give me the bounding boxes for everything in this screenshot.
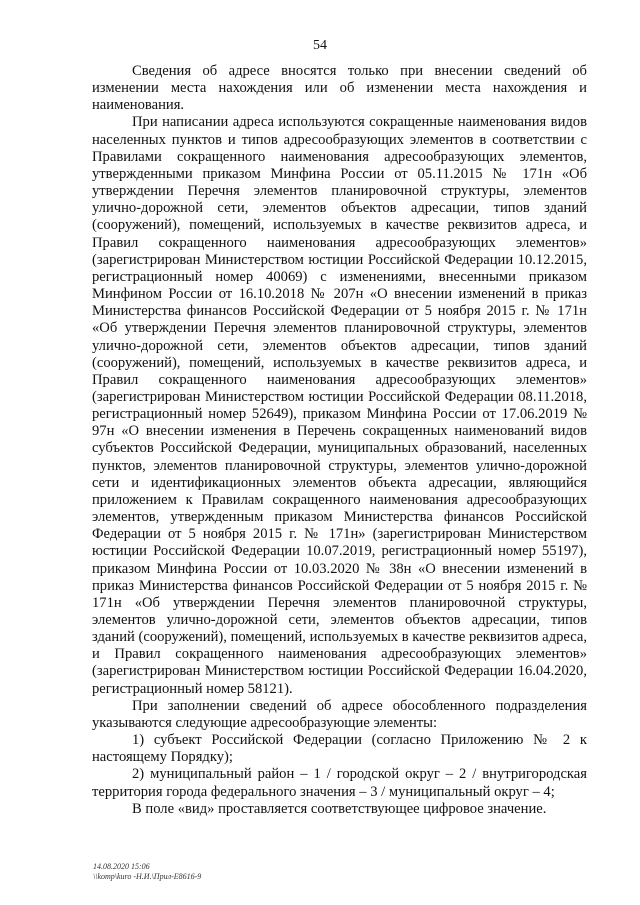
paragraph-branch-address: При заполнении сведений об адресе обособленного подразделения указываются следующие адресообразующие элементы: — [92, 697, 587, 731]
footer-file-path: \\komp\kuro -Н.И.\Прил-Е8616-9 — [93, 872, 202, 881]
document-body — [92, 63, 587, 818]
list-item-municipality: 2) муниципальный район – 1 / городской округ – 2 / внутригородская территория города федерального значения – 3 / муниципальный округ – 4; — [92, 766, 587, 800]
footer-timestamp: 14.08.2020 15:06 — [93, 862, 150, 871]
list-item-subject: 1) субъект Российской Федерации (согласно Приложению № 2 к настоящему Порядку); — [92, 732, 587, 766]
footer-stamp — [93, 862, 201, 882]
paragraph-address-abbreviations: При написании адреса используются сокращенные наименования видов населенных пунктов и типов адресообразующих элементов в соответствии с Правилами сокращенного наименования адресообразующих элементов, утвержденными приказом Минфина России от 05.11.2015 № 171н «Об утверждении Перечня элементов планировочной структуры, элементов улично-дорожной сети, элементов объектов адресации, типов зданий (сооружений), помещений, используемых в качестве реквизитов адреса, и Правил сокращенного наименования адресообразующих элементов» (зарегистрирован Министерством юстиции Российской Федерации 10.12.2015, регистрационный номер 40069) с изменениями, внесенными приказом Минфином России от 16.10.2018 № 207н «О внесении изменений в приказ Министерства финансов Российской Федерации от 5 ноября 2015 г. № 171н «Об утверждении Перечня элементов планировочной структуры, элементов улично-дорожной сети, элементов объектов адресации, типов зданий (сооружений), помещений, используемых в качестве реквизитов адреса, и Правил сокращенного наименования адресообразующих элементов» (зарегистрирован Министерством юстиции Российской Федерации 08.11.2018, регистрационный номер 52649), приказом Минфина России от 17.06.2019 № 97н «О внесении изменения в Перечень сокращенных наименований видов субъектов Российской Федерации, муниципальных образований, населенных пунктов, элементов планировочной структуры, элементов улично-дорожной сети и идентификационных элементов объекта адресации, являющийся приложением к Правилам сокращенного наименования адресообразующих элементов, утвержденным приказом Министерства финансов Российской Федерации от 5 ноября 2015 г. № 171н» (зарегистрирован Министерством юстиции Российской Федерации 10.07.2019, регистрационный номер 55197), приказом Минфина России от 10.03.2020 № 38н «О внесении изменений в приказ Министерства финансов Российской Федерации от 5 ноября 2015 г. № 171н «Об утверждении Перечня элементов планировочной структуры, элементов улично-дорожной сети, элементов объектов адресации, типов зданий (сооружений), помещений, используемых в качестве реквизитов адреса, и Правил сокращенного наименования адресообразующих элементов» (зарегистрирован Министерством юстиции Российской Федерации 16.04.2020, регистрационный номер 58121). — [92, 114, 587, 697]
paragraph-type-field: В поле «вид» проставляется соответствующее цифровое значение. — [132, 800, 547, 817]
page-number: 54 — [313, 38, 327, 53]
paragraph-address-info: Сведения об адресе вносятся только при внесении сведений об изменении места нахождения или об изменении места нахождения и наименования. — [92, 63, 587, 114]
